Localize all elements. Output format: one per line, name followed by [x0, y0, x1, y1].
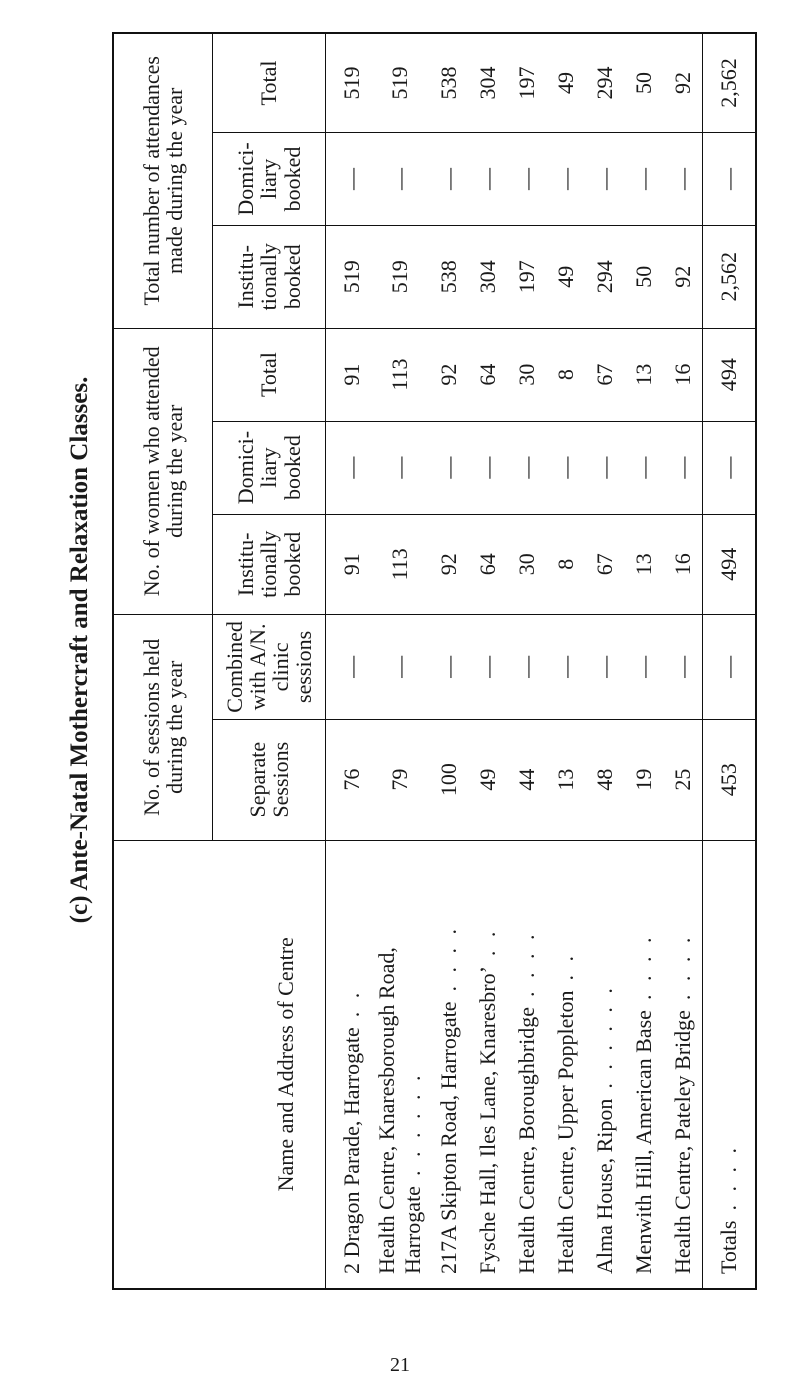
leader-dots: . .	[474, 927, 500, 957]
cell-attendances-domiciliary: —	[429, 132, 468, 225]
cell-separate-sessions: 44	[507, 719, 546, 840]
total-cell-women-domiciliary: —	[703, 421, 757, 514]
header-women-total: Total	[213, 328, 326, 421]
leader-dots: . . . .	[630, 933, 656, 1001]
cell-combined-sessions: —	[546, 615, 585, 720]
cell-attendances-total: 50	[624, 33, 663, 132]
table-row	[371, 33, 429, 1289]
total-cell-attendances-domiciliary: —	[703, 132, 757, 225]
cell-centre-name	[585, 840, 624, 1289]
cell-women-total: 91	[326, 328, 372, 421]
cell-women-institutionally: 91	[326, 514, 372, 614]
cell-centre-name	[663, 840, 703, 1289]
table-heading: (c) Ante-Natal Mothercraft and Relaxation Classes.	[66, 376, 93, 924]
leader-dots: . .	[338, 988, 364, 1018]
page-number: 21	[390, 1354, 410, 1376]
total-cell-women-total: 494	[703, 328, 757, 421]
header-separate-sessions: Separate Sessions	[213, 719, 326, 840]
cell-women-institutionally: 30	[507, 514, 546, 614]
totals-row	[703, 33, 757, 1289]
cell-combined-sessions: —	[468, 615, 507, 720]
cell-combined-sessions: —	[371, 615, 429, 720]
cell-separate-sessions: 25	[663, 719, 703, 840]
table-row	[429, 33, 468, 1289]
header-sessions-group: No. of sessions held during the year	[113, 615, 213, 841]
total-cell-women-institutionally: 494	[703, 514, 757, 614]
cell-women-domiciliary: —	[507, 421, 546, 514]
cell-attendances-institutionally: 49	[546, 225, 585, 328]
cell-attendances-domiciliary: —	[585, 132, 624, 225]
cell-women-institutionally: 8	[546, 514, 585, 614]
cell-attendances-total: 92	[663, 33, 703, 132]
cell-women-total: 8	[546, 328, 585, 421]
centre-name: Health Centre, Pateley Bridge	[669, 1010, 695, 1274]
table-row	[546, 33, 585, 1289]
cell-women-domiciliary: —	[468, 421, 507, 514]
cell-attendances-total: 197	[507, 33, 546, 132]
cell-women-domiciliary: —	[663, 421, 703, 514]
cell-women-total: 92	[429, 328, 468, 421]
cell-women-domiciliary: —	[371, 421, 429, 514]
cell-combined-sessions: —	[326, 615, 372, 720]
table-row	[326, 33, 372, 1289]
cell-attendances-domiciliary: —	[663, 132, 703, 225]
cell-women-institutionally: 92	[429, 514, 468, 614]
cell-centre-name	[507, 840, 546, 1289]
centre-name: 2 Dragon Parade, Harrogate	[338, 1027, 364, 1274]
centre-name: Health Centre, Knaresborough Road, Harrogate	[374, 947, 425, 1274]
cell-centre-name	[371, 840, 429, 1289]
cell-women-total: 113	[371, 328, 429, 421]
cell-separate-sessions: 76	[326, 719, 372, 840]
cell-women-institutionally: 64	[468, 514, 507, 614]
cell-attendances-domiciliary: —	[468, 132, 507, 225]
header-attendances-institutionally: Institu- tionally booked	[213, 225, 326, 328]
leader-dots: . . . .	[716, 1144, 741, 1211]
cell-centre-name	[624, 840, 663, 1289]
cell-attendances-domiciliary: —	[326, 132, 372, 225]
centre-name: Alma House, Ripon	[591, 1098, 617, 1274]
centre-name: Fysche Hall, Iles Lane, Knaresbro’	[474, 966, 500, 1274]
cell-women-total: 16	[663, 328, 703, 421]
total-cell-attendances-total: 2,562	[703, 33, 757, 132]
table-row	[624, 33, 663, 1289]
header-combined-sessions: Combined with A/N. clinic sessions	[213, 615, 326, 720]
cell-women-domiciliary: —	[624, 421, 663, 514]
cell-separate-sessions: 100	[429, 719, 468, 840]
leader-dots: . .	[552, 952, 578, 981]
cell-attendances-total: 49	[546, 33, 585, 132]
table-row	[663, 33, 703, 1289]
centre-name: Health Centre, Upper Poppleton	[552, 990, 578, 1274]
header-name-address: Name and Address of Centre	[113, 840, 326, 1289]
total-cell-attendances-institutionally: 2,562	[703, 225, 757, 328]
leader-dots: . . . .	[669, 933, 695, 1001]
total-cell-separate-sessions: 453	[703, 719, 757, 840]
cell-combined-sessions: —	[507, 615, 546, 720]
cell-women-total: 64	[468, 328, 507, 421]
cell-women-institutionally: 113	[371, 514, 429, 614]
leader-dots: . . . . . .	[400, 1071, 425, 1177]
cell-women-domiciliary: —	[585, 421, 624, 514]
cell-centre-name	[429, 840, 468, 1289]
cell-women-total: 30	[507, 328, 546, 421]
cell-women-domiciliary: —	[429, 421, 468, 514]
total-cell-combined-sessions: —	[703, 615, 757, 720]
cell-women-total: 67	[585, 328, 624, 421]
header-attendances-group: Total number of attendances made during the year	[113, 33, 213, 328]
cell-attendances-institutionally: 519	[326, 225, 372, 328]
cell-women-total: 13	[624, 328, 663, 421]
cell-attendances-institutionally: 304	[468, 225, 507, 328]
header-women-domiciliary: Domici- liary booked	[213, 421, 326, 514]
cell-totals-label	[703, 840, 757, 1289]
header-women-group: No. of women who attended during the year	[113, 328, 213, 614]
cell-attendances-institutionally: 294	[585, 225, 624, 328]
header-attendances-domiciliary: Domici- liary booked	[213, 132, 326, 225]
cell-attendances-total: 519	[371, 33, 429, 132]
header-attendances-total: Total	[213, 33, 326, 132]
cell-combined-sessions: —	[429, 615, 468, 720]
cell-separate-sessions: 79	[371, 719, 429, 840]
cell-women-domiciliary: —	[546, 421, 585, 514]
cell-women-institutionally: 13	[624, 514, 663, 614]
cell-combined-sessions: —	[624, 615, 663, 720]
table-row	[585, 33, 624, 1289]
cell-combined-sessions: —	[663, 615, 703, 720]
cell-centre-name	[546, 840, 585, 1289]
cell-women-domiciliary: —	[326, 421, 372, 514]
cell-attendances-institutionally: 92	[663, 225, 703, 328]
cell-attendances-institutionally: 519	[371, 225, 429, 328]
table-row	[468, 33, 507, 1289]
cell-attendances-total: 519	[326, 33, 372, 132]
cell-attendances-total: 304	[468, 33, 507, 132]
centre-name: Menwith Hill, American Base	[630, 1010, 656, 1274]
cell-separate-sessions: 13	[546, 719, 585, 840]
cell-attendances-institutionally: 50	[624, 225, 663, 328]
cell-women-institutionally: 67	[585, 514, 624, 614]
cell-separate-sessions: 19	[624, 719, 663, 840]
cell-attendances-domiciliary: —	[507, 132, 546, 225]
cell-attendances-institutionally: 197	[507, 225, 546, 328]
cell-centre-name	[468, 840, 507, 1289]
centre-name: 217A Skipton Road, Harrogate	[435, 1001, 461, 1274]
mothercraft-classes-table	[112, 32, 757, 1290]
cell-women-institutionally: 16	[663, 514, 703, 614]
cell-centre-name	[326, 840, 372, 1289]
header-women-institutionally: Institu- tionally booked	[213, 514, 326, 614]
cell-attendances-domiciliary: —	[546, 132, 585, 225]
leader-dots: . . . . . .	[591, 984, 617, 1089]
totals-label: Totals	[716, 1220, 741, 1274]
cell-attendances-institutionally: 538	[429, 225, 468, 328]
cell-separate-sessions: 49	[468, 719, 507, 840]
cell-separate-sessions: 48	[585, 719, 624, 840]
cell-combined-sessions: —	[585, 615, 624, 720]
cell-attendances-domiciliary: —	[371, 132, 429, 225]
leader-dots: . . . .	[435, 924, 461, 992]
centre-name: Health Centre, Boroughbridge	[513, 1007, 539, 1274]
cell-attendances-total: 538	[429, 33, 468, 132]
cell-attendances-domiciliary: —	[624, 132, 663, 225]
leader-dots: . . . .	[513, 930, 539, 997]
table-row	[507, 33, 546, 1289]
cell-attendances-total: 294	[585, 33, 624, 132]
